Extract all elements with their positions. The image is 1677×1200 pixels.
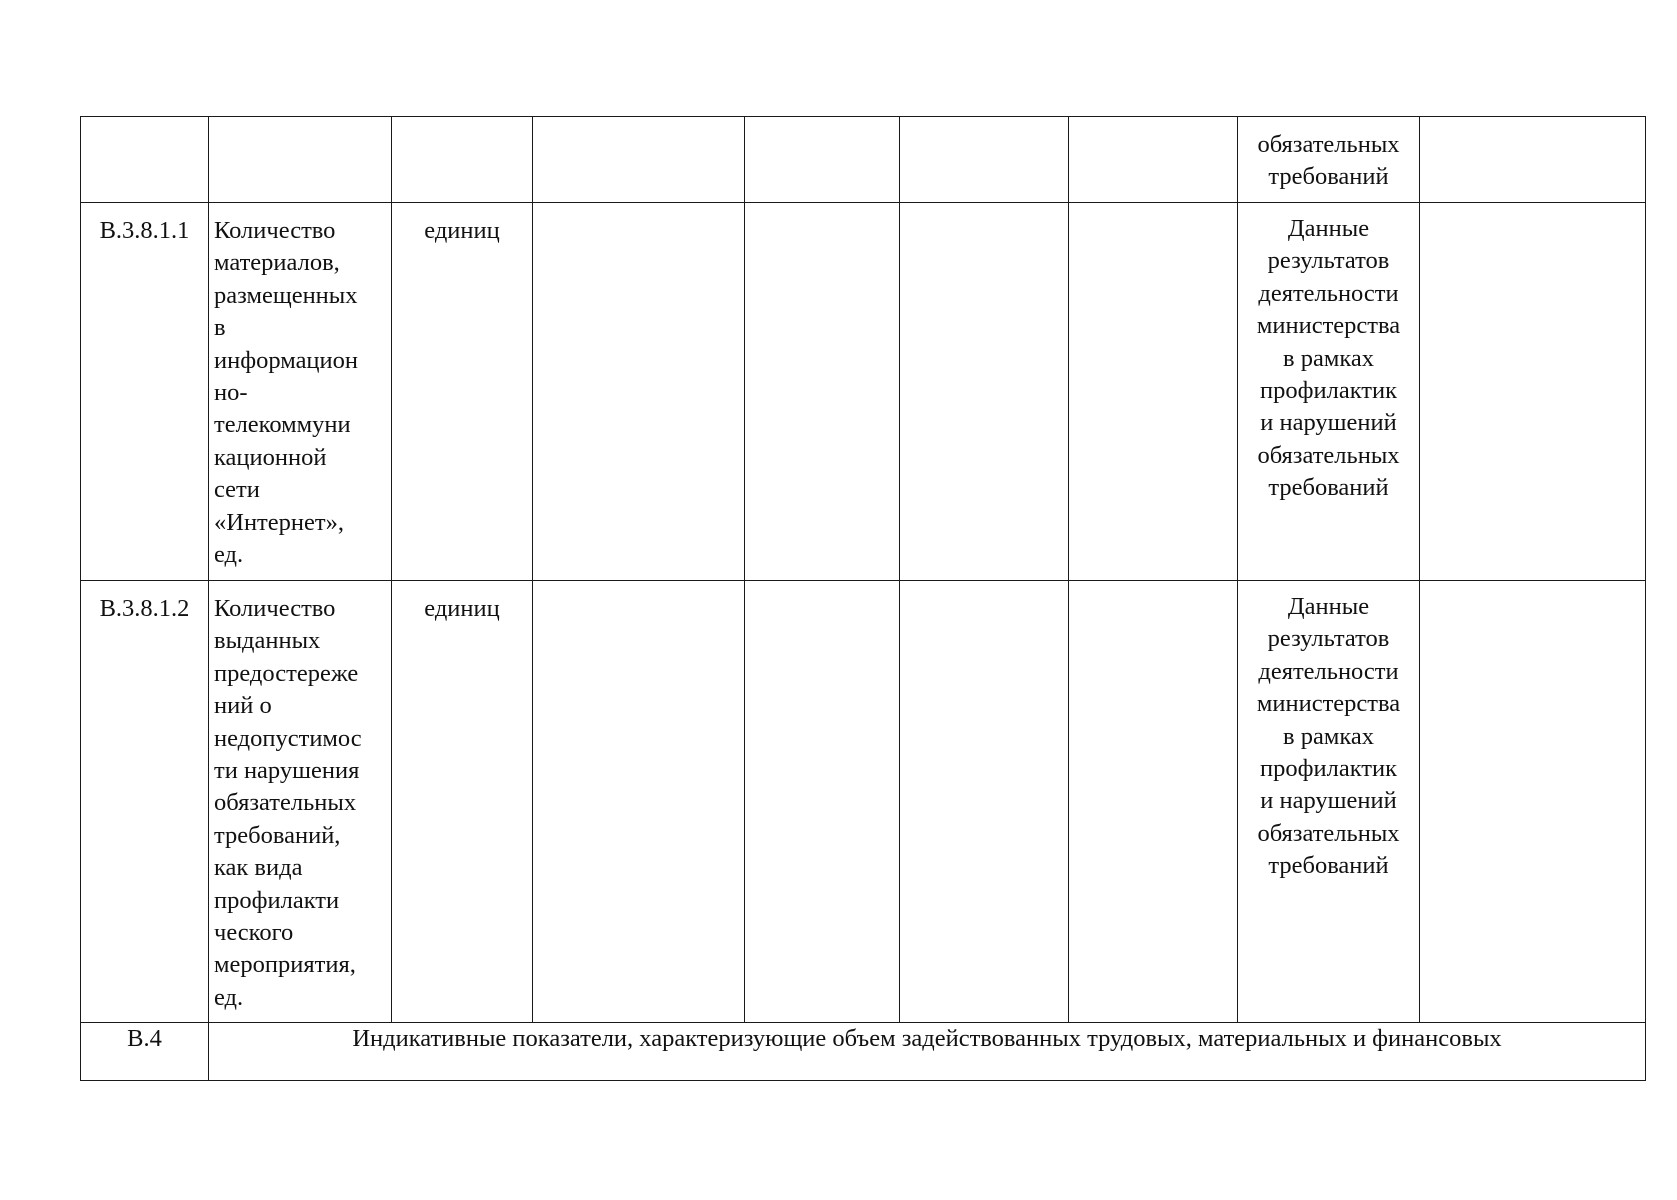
- source-cell: Данные результатов деятельности министерства в рамках профилактик и нарушений обязательных требований: [1238, 203, 1420, 581]
- name-cell: [209, 117, 392, 203]
- value-cell: [745, 581, 900, 1023]
- unit-cell: единиц: [392, 203, 533, 581]
- table-row: [81, 117, 1646, 203]
- notes-cell: [1420, 117, 1646, 203]
- source-cell: обязательных требований: [1238, 117, 1420, 203]
- notes-cell: [1420, 581, 1646, 1023]
- value-cell: [533, 117, 745, 203]
- indicators-table: [80, 116, 1646, 1081]
- source-cell: Данные результатов деятельности министерства в рамках профилактик и нарушений обязательных требований: [1238, 581, 1420, 1023]
- value-cell: [900, 203, 1069, 581]
- name-cell: Количество выданных предостереже ний о недопустимос ти нарушения обязательных требований, как вида профилакти ческого мероприятия, ед.: [209, 581, 392, 1023]
- table-row: [81, 581, 1646, 1023]
- value-cell: [1069, 203, 1238, 581]
- value-cell: [533, 581, 745, 1023]
- value-cell: [745, 117, 900, 203]
- name-cell: Количество материалов, размещенных в информацион но- телекоммуни кационной сети «Интернет», ед.: [209, 203, 392, 581]
- code-cell: В.3.8.1.1: [81, 203, 209, 581]
- table-row: [81, 203, 1646, 581]
- code-cell: В.4: [81, 1023, 209, 1081]
- value-cell: [533, 203, 745, 581]
- table-row: [81, 1023, 1646, 1081]
- unit-cell: [392, 117, 533, 203]
- code-cell: [81, 117, 209, 203]
- code-cell: В.3.8.1.2: [81, 581, 209, 1023]
- section-heading-cell: Индикативные показатели, характеризующие объем задействованных трудовых, материальных и финансовых: [209, 1023, 1646, 1081]
- value-cell: [745, 203, 900, 581]
- value-cell: [1069, 117, 1238, 203]
- unit-cell: единиц: [392, 581, 533, 1023]
- value-cell: [1069, 581, 1238, 1023]
- value-cell: [900, 581, 1069, 1023]
- notes-cell: [1420, 203, 1646, 581]
- value-cell: [900, 117, 1069, 203]
